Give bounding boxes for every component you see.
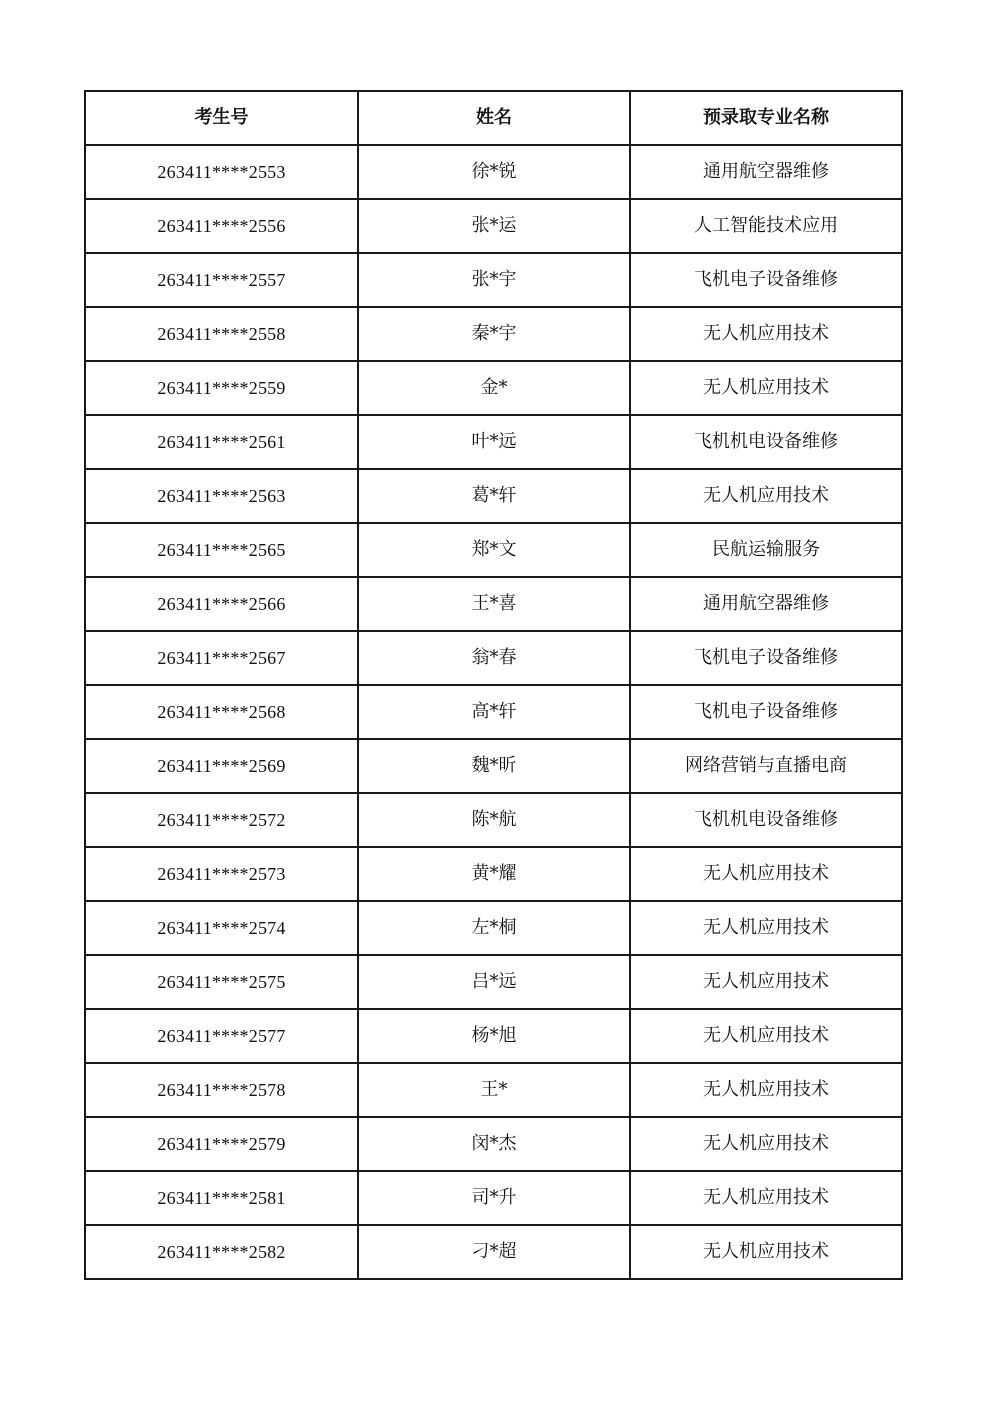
table-row: [85, 685, 902, 739]
cell-name: 翁*春: [358, 631, 630, 685]
cell-major: 网络营销与直播电商: [630, 739, 902, 793]
cell-name: 黄*耀: [358, 847, 630, 901]
cell-name: 魏*昕: [358, 739, 630, 793]
cell-name: 杨*旭: [358, 1009, 630, 1063]
cell-name: 秦*宇: [358, 307, 630, 361]
cell-exam-number: 263411****2572: [85, 793, 358, 847]
cell-exam-number: 263411****2559: [85, 361, 358, 415]
table-row: [85, 1009, 902, 1063]
cell-major: 无人机应用技术: [630, 1225, 902, 1279]
cell-exam-number: 263411****2574: [85, 901, 358, 955]
table-row: [85, 415, 902, 469]
header-name: 姓名: [358, 91, 630, 145]
cell-major: 无人机应用技术: [630, 955, 902, 1009]
table-row: [85, 901, 902, 955]
header-major: 预录取专业名称: [630, 91, 902, 145]
cell-major: 无人机应用技术: [630, 1171, 902, 1225]
cell-name: 闵*杰: [358, 1117, 630, 1171]
table-header-row: [85, 91, 902, 145]
cell-name: 刁*超: [358, 1225, 630, 1279]
table-row: [85, 361, 902, 415]
cell-exam-number: 263411****2577: [85, 1009, 358, 1063]
cell-name: 金*: [358, 361, 630, 415]
cell-exam-number: 263411****2575: [85, 955, 358, 1009]
cell-name: 高*轩: [358, 685, 630, 739]
cell-exam-number: 263411****2565: [85, 523, 358, 577]
cell-major: 无人机应用技术: [630, 901, 902, 955]
cell-exam-number: 263411****2561: [85, 415, 358, 469]
cell-exam-number: 263411****2582: [85, 1225, 358, 1279]
cell-major: 无人机应用技术: [630, 361, 902, 415]
cell-exam-number: 263411****2557: [85, 253, 358, 307]
cell-name: 郑*文: [358, 523, 630, 577]
cell-exam-number: 263411****2566: [85, 577, 358, 631]
cell-major: 通用航空器维修: [630, 145, 902, 199]
table-row: [85, 1117, 902, 1171]
cell-name: 陈*航: [358, 793, 630, 847]
table-row: [85, 1225, 902, 1279]
cell-exam-number: 263411****2573: [85, 847, 358, 901]
cell-major: 飞机机电设备维修: [630, 415, 902, 469]
table-row: [85, 955, 902, 1009]
cell-exam-number: 263411****2579: [85, 1117, 358, 1171]
cell-exam-number: 263411****2558: [85, 307, 358, 361]
table-row: [85, 253, 902, 307]
cell-major: 无人机应用技术: [630, 307, 902, 361]
cell-major: 飞机电子设备维修: [630, 253, 902, 307]
cell-name: 张*运: [358, 199, 630, 253]
cell-major: 飞机电子设备维修: [630, 631, 902, 685]
table-row: [85, 631, 902, 685]
table-row: [85, 1063, 902, 1117]
cell-exam-number: 263411****2568: [85, 685, 358, 739]
cell-exam-number: 263411****2567: [85, 631, 358, 685]
admission-table: [84, 90, 903, 1280]
cell-name: 吕*远: [358, 955, 630, 1009]
cell-name: 葛*轩: [358, 469, 630, 523]
cell-exam-number: 263411****2569: [85, 739, 358, 793]
table-body: [85, 145, 902, 1279]
cell-major: 人工智能技术应用: [630, 199, 902, 253]
cell-exam-number: 263411****2578: [85, 1063, 358, 1117]
table-row: [85, 847, 902, 901]
cell-major: 飞机机电设备维修: [630, 793, 902, 847]
cell-major: 飞机电子设备维修: [630, 685, 902, 739]
table-row: [85, 199, 902, 253]
cell-major: 无人机应用技术: [630, 847, 902, 901]
cell-major: 无人机应用技术: [630, 469, 902, 523]
cell-name: 王*: [358, 1063, 630, 1117]
cell-exam-number: 263411****2553: [85, 145, 358, 199]
cell-name: 徐*锐: [358, 145, 630, 199]
table-row: [85, 1171, 902, 1225]
table-row: [85, 523, 902, 577]
table-row: [85, 307, 902, 361]
table-row: [85, 469, 902, 523]
table-row: [85, 793, 902, 847]
table-row: [85, 145, 902, 199]
cell-name: 叶*远: [358, 415, 630, 469]
cell-name: 左*桐: [358, 901, 630, 955]
cell-major: 无人机应用技术: [630, 1063, 902, 1117]
cell-name: 张*宇: [358, 253, 630, 307]
cell-exam-number: 263411****2563: [85, 469, 358, 523]
table-row: [85, 739, 902, 793]
header-exam-number: 考生号: [85, 91, 358, 145]
cell-exam-number: 263411****2581: [85, 1171, 358, 1225]
cell-name: 王*喜: [358, 577, 630, 631]
cell-major: 民航运输服务: [630, 523, 902, 577]
cell-name: 司*升: [358, 1171, 630, 1225]
table-row: [85, 577, 902, 631]
cell-exam-number: 263411****2556: [85, 199, 358, 253]
cell-major: 无人机应用技术: [630, 1117, 902, 1171]
cell-major: 无人机应用技术: [630, 1009, 902, 1063]
cell-major: 通用航空器维修: [630, 577, 902, 631]
